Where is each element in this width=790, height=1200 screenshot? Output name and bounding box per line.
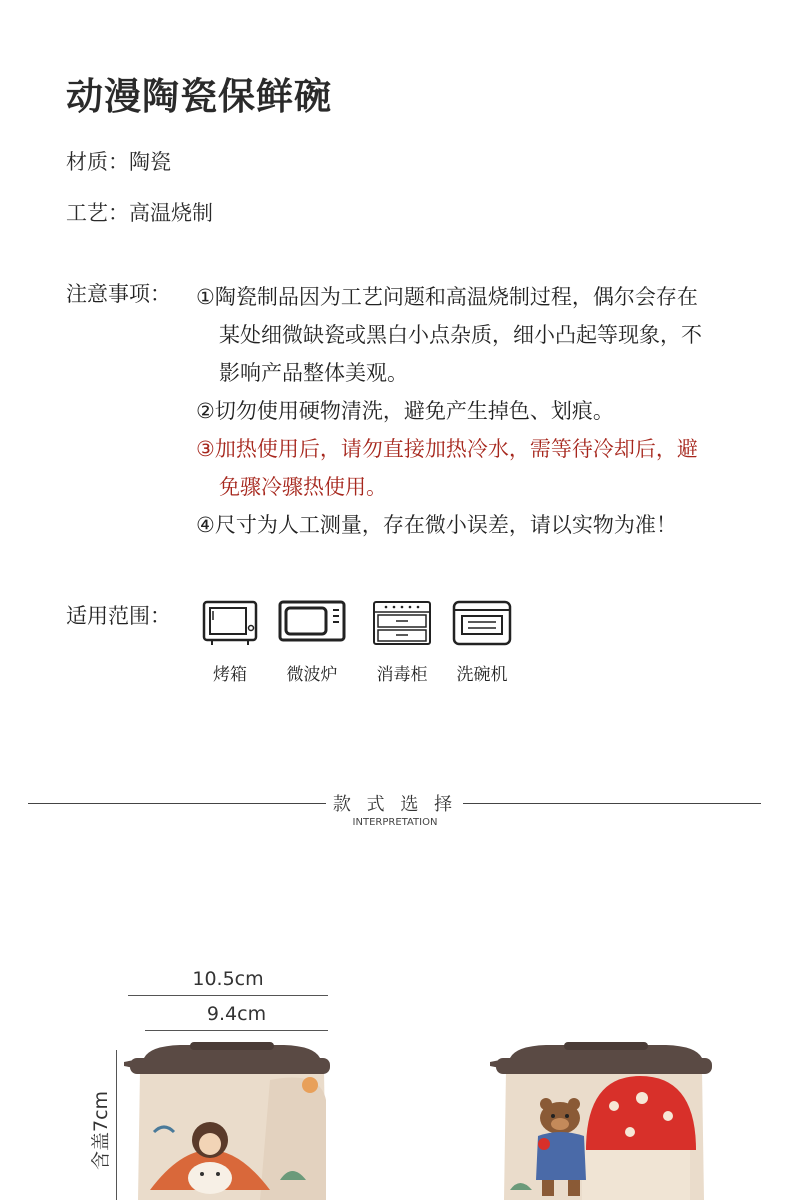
section-title: 款 式 选 择 — [332, 794, 458, 815]
outer-width-label: 10.5cm — [192, 968, 264, 990]
notes-list — [196, 278, 706, 544]
appliance-label: 洗碗机 — [456, 665, 508, 685]
appliance-microwave — [272, 600, 352, 685]
page-title: 动漫陶瓷保鲜碗 — [66, 75, 332, 118]
note-item-3-warning: ③加热使用后，请勿直接加热冷水，需等待冷却后，避免骤冷骤热使用。 — [196, 437, 698, 499]
inner-width-label: 9.4cm — [206, 1003, 267, 1025]
appliance-label: 烤箱 — [213, 665, 247, 685]
appliance-oven — [190, 600, 270, 685]
height-label: 含盖7cm — [90, 1090, 112, 1170]
oven-icon — [202, 600, 258, 646]
inner-width-line — [145, 1030, 328, 1031]
appliance-label: 微波炉 — [286, 665, 338, 685]
process-spec: 工艺：高温烧制 — [66, 201, 213, 225]
dishwasher-icon — [452, 600, 512, 646]
microwave-icon — [278, 600, 346, 646]
bowl-image-girl — [120, 1040, 340, 1200]
appliance-label: 消毒柜 — [376, 665, 428, 685]
note-item-1: ①陶瓷制品因为工艺问题和高温烧制过程，偶尔会存在某处细微缺瓷或黑白小点杂质，细小凸起等现象，不影响产品整体美观。 — [196, 285, 702, 385]
note-item-2: ②切勿使用硬物清洗，避免产生掉色、划痕。 — [196, 399, 614, 423]
outer-width-line — [128, 995, 328, 996]
height-line — [116, 1050, 117, 1200]
bowl-image-bear — [490, 1040, 722, 1200]
notes-label: 注意事项： — [66, 282, 171, 306]
scope-label: 适用范围： — [66, 604, 171, 628]
appliance-sterilizer — [362, 600, 442, 685]
material-spec: 材质：陶瓷 — [66, 150, 171, 174]
section-subtitle: INTERPRETATION — [352, 817, 438, 828]
appliance-dishwasher — [442, 600, 522, 685]
note-item-4: ④尺寸为人工测量，存在微小误差，请以实物为准！ — [196, 513, 677, 537]
sterilizer-cabinet-icon — [372, 600, 432, 646]
